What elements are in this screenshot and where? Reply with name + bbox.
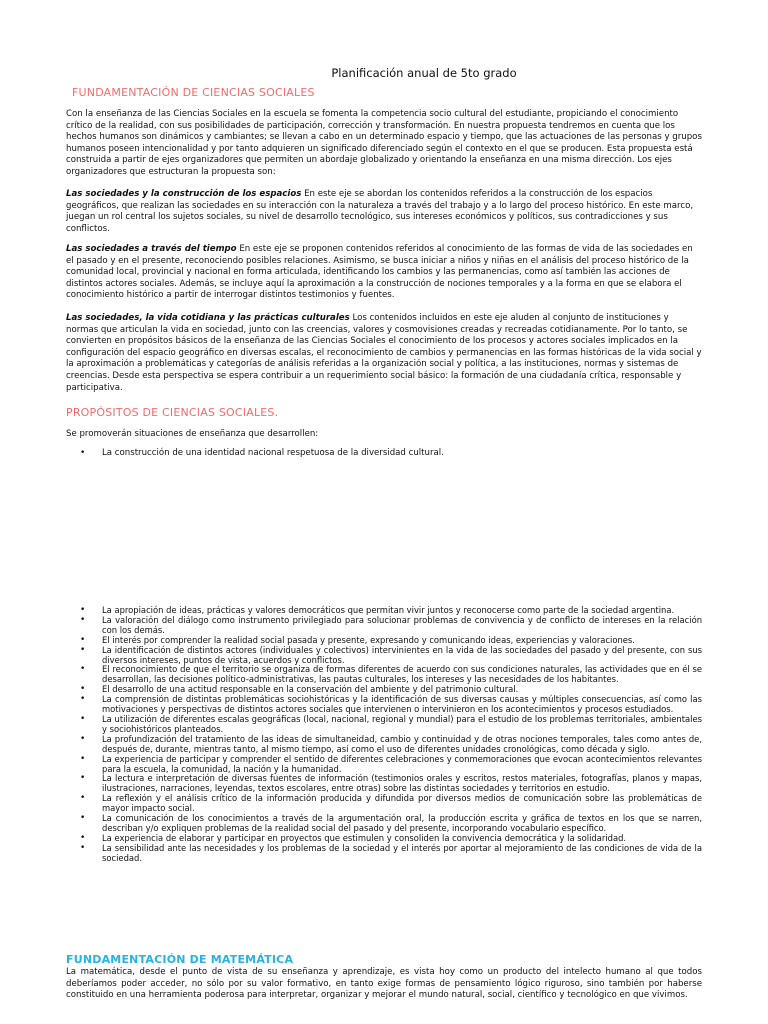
list-item-text: • El reconocimiento de que el territorio se organiza de formas diferentes de acuerdo con sus condiciones naturales, las actividades que en él se desarrollan, las decisiones político-administrativas, las pautas culturales, los intereses y las necesidades de los habitantes.: [102, 664, 702, 685]
list-item-text: • La experiencia de elaborar y participar en proyectos que estimulen y consoliden la convivencia democrática y la solidaridad.: [102, 832, 627, 843]
axis-1-text: En este eje se abordan los contenidos referidos a la construcción de los espacios geográficos, que realizan las sociedades en su interacción con la naturaleza a través del trabajo y a lo largo del proceso histórico. En este marco, juegan un rol central los sujetos sociales, su nivel de desarrollo tecnológico, sus intereses económicos y políticos, sus contradicciones y sus conflictos.: [66, 189, 694, 234]
propositos-intro: Se promoverán situaciones de enseñanza que desarrollen:: [66, 429, 319, 439]
axis-1-title: Las sociedades y la construcción de los espacios: [66, 189, 302, 199]
list-item-text: • La reflexión y el análisis crítico de la información producida y difundida por diversos medios de comunicación sobre las problemáticas de mayor impacto social.: [102, 793, 702, 814]
list-item: [66, 774, 702, 794]
propositos-list: [66, 606, 702, 864]
list-item-text: • La valoración del diálogo como instrumento privilegiado para solucionar problemas de convivencia y de conflicto de intereses en la relación con los demás.: [102, 614, 702, 635]
axis-3-text: Los contenidos incluidos en este eje aluden al conjunto de instituciones y normas que articulan la vida en sociedad, junto con las creencias, valores y cosmovisiones creadas y recreadas cotidianamente. Por lo tanto, se convierten en propósitos básicos de la enseñanza de las Ciencias Sociales el conocimiento de los procesos y actores sociales implicados en la configuración del espacio geográfico en diversas escalas, el reconocimiento de cambios y permanencias en las formas históricas de la vida social y la aproximación a problemáticas y categorías de análisis referidas a la organización social y política, a las instituciones, normas y sistemas de creencias. Desde esta perspectiva se espera contribuir a un requerimiento social básico: la formación de una ciudadanía crítica, responsable y participativa.: [66, 313, 702, 393]
list-item: • La construcción de una identidad nacional respetuosa de la diversidad cultural.: [66, 448, 702, 459]
list-item-text: • La comprensión de distintas problemáticas sociohistóricas y la identificación de sus diversas causas y múltiples consecuencias, así como las motivaciones y perspectivas de distintos actores sociales que intervienen o intervinieron en los acontecimientos y procesos estudiados.: [102, 694, 702, 715]
axis-2-title: Las sociedades a través del tiempo: [66, 244, 237, 254]
axis-2-text: En este eje se proponen contenidos referidos al conocimiento de las formas de vida de las sociedades en el pasado y en el presente, reconociendo posibles relaciones. Asimismo, se busca iniciar a niños y niñas en el análisis del proceso histórico de la comunidad local, provincial y nacional en forma articulada, identificando los cambios y las permanencias, como así también las acciones de distintos actores sociales. Además, se incluye aquí la aproximación a la construcción de nociones temporales y a la forma en que se elabora el conocimiento histórico a partir de interrogar distintos testimonios y fuentes.: [66, 244, 693, 301]
list-item-text: • La identificación de distintos actores (individuales y colectivos) intervinientes en la vida de las sociedades del pasado y del presente, con sus diversos intereses, puntos de vista, acuerdos y conflictos.: [102, 644, 702, 665]
propositos-first-list: [66, 448, 702, 459]
heading-propositos-cs: PROPÓSITOS DE CIENCIAS SOCIALES.: [66, 406, 279, 419]
list-item-text: • El interés por comprender la realidad social pasada y presente, expresando y comunicando ideas, experiencias y valoraciones.: [102, 634, 635, 645]
axis-3-paragraph: [66, 313, 702, 394]
heading-fundamentacion-mat: FUNDAMENTACIÓN DE MATEMÁTICA: [66, 953, 294, 966]
list-item: [66, 735, 702, 755]
matematica-paragraph: La matemática, desde el punto de vista de su enseñanza y aprendizaje, es vista hoy como un producto del intelecto humano al que todos deberíamos poder acceder, no sólo por su valor formativo, en tanto exige formas de pensamiento lógico riguroso, sino también por haberse constituido en una herramienta poderosa para interpretar, organizar y mejorar el mundo natural, social, científico y tecnológico en que vivimos.: [66, 967, 702, 1001]
list-item-text: • La sensibilidad ante las necesidades y los problemas de la sociedad y el interés por aportar al mejoramiento de las condiciones de vida de la sociedad.: [102, 842, 702, 863]
list-item: [66, 646, 702, 666]
list-item: [66, 814, 702, 834]
list-item-text: • El desarrollo de una actitud responsable en la conservación del ambiente y del patrimonio cultural.: [102, 684, 519, 695]
list-item-text: • La comunicación de los conocimientos a través de la argumentación oral, la producción escrita y gráfica de textos en los que se narren, describan y/o expliquen problemas de la realidad social del pasado y del presente, incorporando vocabulario específico.: [102, 813, 702, 833]
heading-fundamentacion-cs: FUNDAMENTACIÓN DE CIENCIAS SOCIALES: [72, 86, 315, 99]
list-item-text: • La experiencia de participar y comprender el sentido de diferentes celebraciones y conmemoraciones que evocan acontecimientos relevantes para la escuela, la comunidad, la nación y la humanidad.: [102, 753, 702, 774]
axis-1-paragraph: [66, 189, 702, 235]
list-item: [66, 844, 702, 864]
list-item: [66, 715, 702, 735]
list-item: [66, 665, 702, 685]
list-item-text: • La apropiación de ideas, prácticas y valores democráticos que permitan vivir juntos y reconocerse como parte de la sociedad argentina.: [102, 605, 675, 615]
intro-paragraph: Con la enseñanza de las Ciencias Sociales en la escuela se fomenta la competencia socio cultural del estudiante, propiciando el conocimiento crítico de la realidad, con sus posibilidades de participación, corrección y transformación. En nuestra propuesta tendremos en cuenta que los hechos humanos son dinámicos y cambiantes; se llevan a cabo en un determinado espacio y tiempo, que las actuaciones de las personas y grupos humanos poseen intencionalidad y por tanto adquieren un significado diferenciado según el contexto en el que se producen. Esta propuesta está construida a partir de ejes organizadores que permiten un abordaje globalizado y orientando la enseñanza en una misma dirección. Los ejes organizadores que estructuran la propuesta son:: [66, 109, 702, 177]
list-item: [66, 695, 702, 715]
axis-2-paragraph: [66, 244, 702, 302]
list-item-text: • La lectura e interpretación de diversas fuentes de información (testimonios orales y escritos, restos materiales, fotografías, planos y mapas, ilustraciones, narraciones, leyendas, textos escolares, entre otras) sobre las distintas sociedades y territorios en estudio.: [102, 773, 702, 794]
list-item-text: • La profundización del tratamiento de las ideas de simultaneidad, cambio y continuidad y de otras nociones temporales, tales como antes de, después de, durante, mientras tanto, al mismo tiempo, así como el uso de diferentes unidades cronológicas, como década y siglo.: [102, 733, 702, 754]
list-item: [66, 755, 702, 775]
list-item: [66, 616, 702, 636]
list-item-text: • La utilización de diferentes escalas geográficas (local, nacional, regional y mundial) para el estudio de los problemas territoriales, ambientales y socio​históricos planteados.: [102, 713, 702, 734]
axis-3-title: Las sociedades, la vida cotidiana y las prácticas culturales: [66, 313, 350, 323]
list-item: [66, 794, 702, 814]
document-title: Planificación anual de 5to grado: [331, 66, 517, 80]
